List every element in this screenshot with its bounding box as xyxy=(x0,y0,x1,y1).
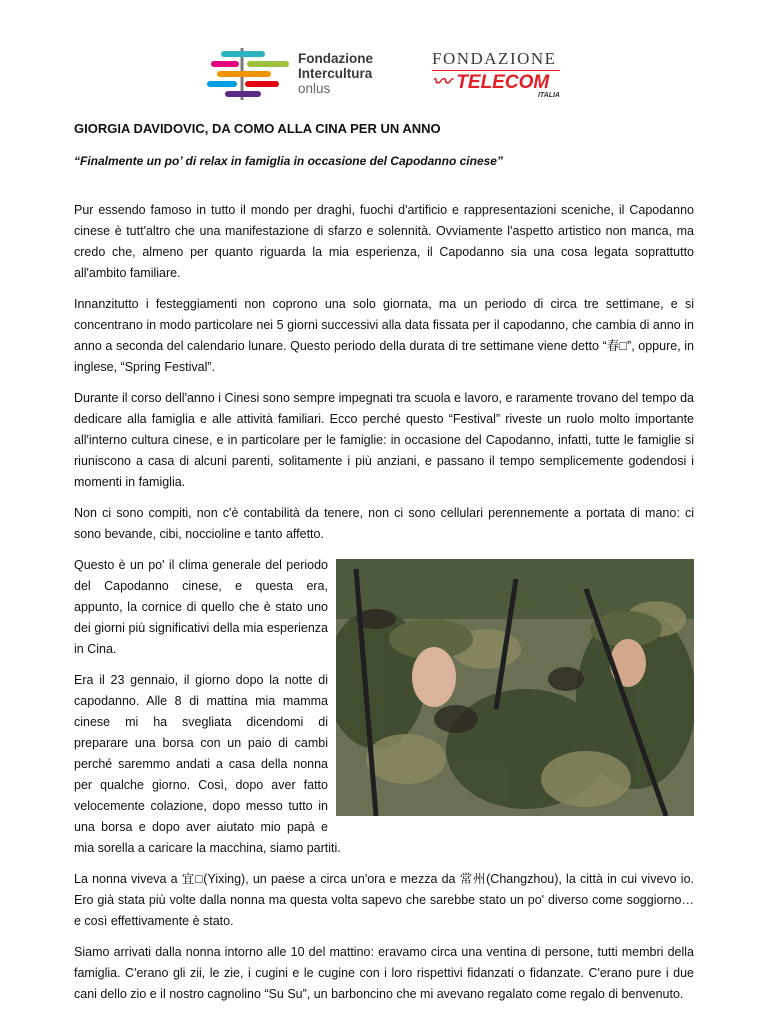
header-logos xyxy=(0,42,768,104)
paragraph-2: Innanzitutto i festeggiamenti non coprono una solo giornata, ma un periodo di circa tre settimane, e si concentrano in modo particolare nei 5 giorni successivi alla data fissata per il capodanno, che cambia di anno in anno a seconda del calendario lunare. Questo periodo della durata di tre settimane viene detto “春□”, oppure, in inglese, “Spring Festival”. xyxy=(74,297,694,374)
paragraph-5: Questo è un po' il clima generale del periodo del Capodanno cinese, e questa era, appunto, la cornice di quello che è stato uno dei giorni più significativi della mia esperienza in Cina. xyxy=(74,558,328,656)
paragraph-3: Durante il corso dell'anno i Cinesi sono sempre impegnati tra scuola e lavoro, e raramente trovano del tempo da dedicare alla famiglia e alle attività familiari. Ecco perché questo “Festival” riveste un ruolo molto importante all'interno cultura cinese, e in particolare per le famiglie: in occasione del Capodanno, infatti, tutte le famiglie si riuniscono a casa di alcuni parenti, solitamente i più anziani, e passano il tempo semplicemente godendosi i momenti in famiglia. xyxy=(74,391,694,489)
paragraph-6: Era il 23 gennaio, il giorno dopo la notte di capodanno. Alle 8 di mattina mia mamma cinese mi ha svegliata dicendomi di preparare una borsa con un paio di cambi perché saremmo andati a casa della nonna per qualche giorno. Così, dopo aver fatto velocemente colazione, dopo messo tutto in una borsa e dopo aver aiutato mio papà e mia sorella a caricare la macchina, siamo partiti. xyxy=(74,673,341,855)
intercultura-logo xyxy=(206,44,406,102)
paragraph-8: Siamo arrivati dalla nonna intorno alle 10 del mattino: eravamo circa una ventina di persone, tutti membri della famiglia. C'erano gli zii, le zie, i cugini e le cugine con i loro rispettivi fidanzati o fidanzate. C'erano pure i due cani dello zio e il nostro cagnolino “Su Su”, un barboncino che mi avevano regalato come regalo di benvenuto. xyxy=(74,945,694,1001)
article-subtitle: “Finalmente un po’ di relax in famiglia in occasione del Capodanno cinese” xyxy=(74,154,503,168)
intercultura-line1: Fondazione xyxy=(298,51,373,66)
intercultura-mark-icon xyxy=(206,44,294,102)
paragraph-4: Non ci sono compiti, non c'è contabilità da tenere, non ci sono cellulari perennemente a portata di mano: ci sono bevande, cibi, noccioline e tanto affetto. xyxy=(74,506,694,541)
telecom-logo xyxy=(432,50,564,100)
telecom-line2 xyxy=(432,73,564,93)
article-photo xyxy=(336,559,694,816)
intercultura-wordmark xyxy=(298,51,373,96)
paragraph-1: Pur essendo famoso in tutto il mondo per draghi, fuochi d'artificio e rappresentazioni sceniche, il Capodanno cinese è tutt'altro che una manifestazione di sfarzo e solennità. Ovviamente l'aspetto artistico non manca, ma credo che, almeno per quanto riguarda la mia esperienza, il Capodanno sia una cosa legata soprattutto all'ambito familiare. xyxy=(74,203,694,280)
article-title: GIORGIA DAVIDOVIC, DA COMO ALLA CINA PER UN ANNO xyxy=(74,121,441,136)
intercultura-line2: Intercultura xyxy=(298,66,373,81)
telecom-swoosh-icon: 〰 xyxy=(432,72,452,93)
telecom-wordmark: TELECOM xyxy=(456,72,550,93)
telecom-divider xyxy=(432,70,560,71)
paragraph-7: La nonna viveva a 宜□(Yixing), un paese a circa un'ora e mezza da 常州(Changzhou), la città in cui vivevo io. Ero già stata più volte dalla nonna ma questa volta sapevo che sarebbe stato un po' diverso come soggiorno… e così effettivamente è stato. xyxy=(74,872,694,928)
telecom-line3: ITALIA xyxy=(537,92,560,99)
article xyxy=(74,118,694,1015)
telecom-line1: FONDAZIONE xyxy=(432,49,557,68)
intercultura-line3: onlus xyxy=(298,81,331,96)
students-camouflage-photo xyxy=(336,559,694,816)
